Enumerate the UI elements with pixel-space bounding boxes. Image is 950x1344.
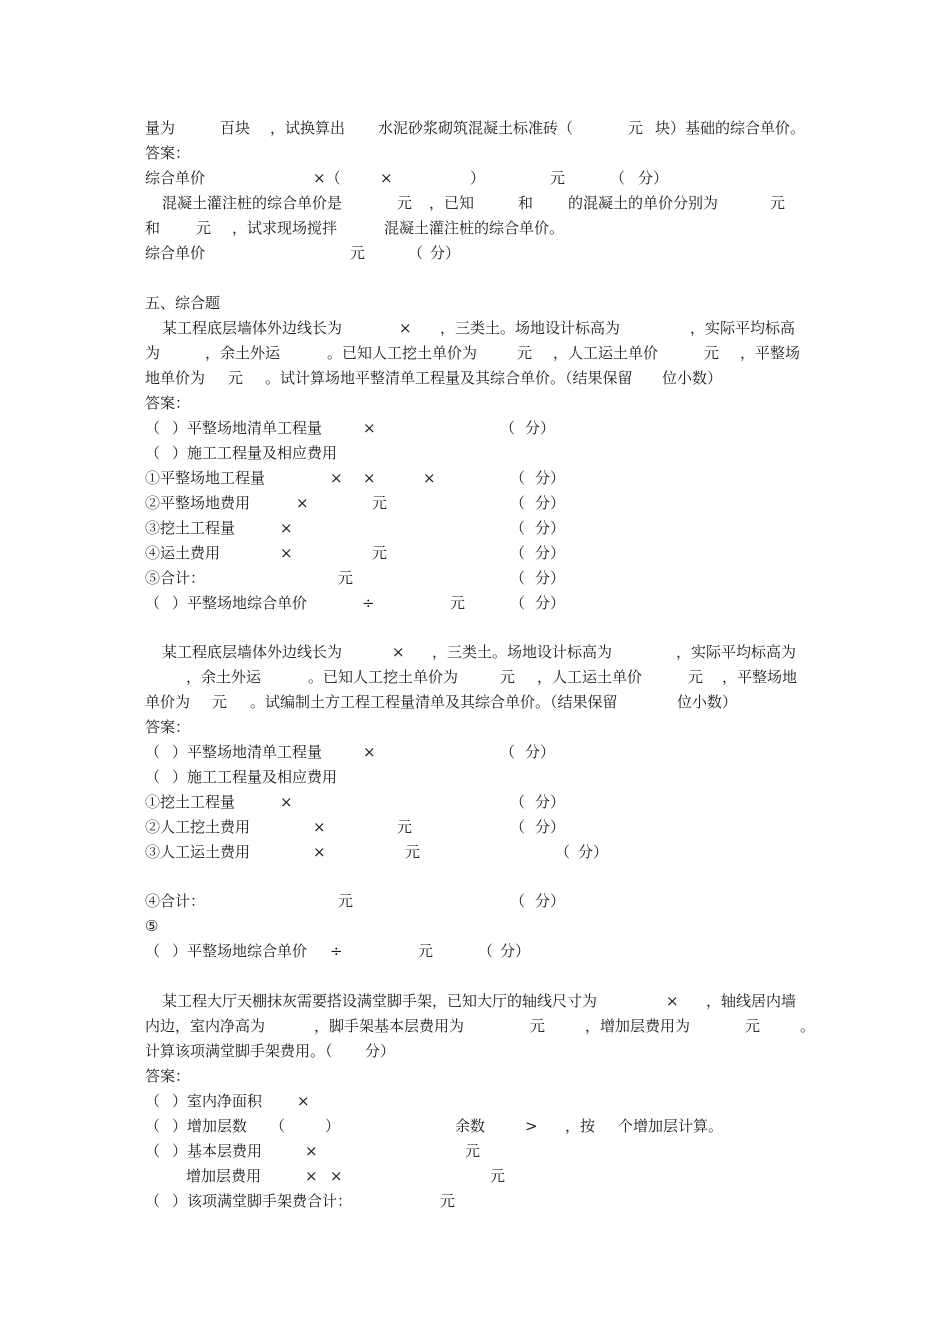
text-fragment: 元: [418, 942, 434, 960]
text-line: [0, 1014, 950, 1039]
text-fragment: ，试换算出: [270, 119, 346, 137]
text-fragment: ×: [380, 169, 393, 187]
text-fragment: ）室内净面积: [172, 1092, 263, 1110]
text-line: [0, 191, 950, 216]
text-fragment: ×: [280, 793, 293, 811]
text-fragment: 答案：: [145, 1067, 191, 1085]
text-line: [0, 316, 950, 341]
text-fragment: 答案：: [145, 144, 191, 162]
text-line: [0, 989, 950, 1014]
text-fragment: ，脚手架基本层费用为: [314, 1017, 465, 1035]
text-fragment: 位小数）: [662, 369, 723, 387]
text-fragment: ①平整场地工程量: [145, 469, 266, 487]
text-line: [0, 815, 950, 840]
text-fragment: 内边，室内净高为: [145, 1017, 266, 1035]
text-fragment: 元: [490, 1167, 506, 1185]
text-fragment: 和: [145, 219, 161, 237]
text-fragment: ）增加层数: [172, 1117, 248, 1135]
text-fragment: （: [145, 1142, 161, 1160]
text-fragment: ，实际平均标高为: [676, 643, 797, 661]
text-fragment: 元: [517, 344, 533, 362]
text-fragment: 分）: [535, 569, 566, 587]
text-fragment: 块）基础的综合单价。: [655, 119, 806, 137]
text-fragment: （: [510, 569, 526, 587]
text-line: [0, 416, 950, 441]
text-fragment: （: [145, 743, 161, 761]
text-line: [0, 566, 950, 591]
text-fragment: ，平整场地: [722, 668, 798, 686]
text-fragment: 元: [405, 843, 421, 861]
text-line: [0, 640, 950, 665]
text-line: [0, 1089, 950, 1114]
text-fragment: 为: [145, 344, 161, 362]
text-fragment: ③人工运土费用: [145, 843, 251, 861]
text-fragment: 五、综合题: [145, 294, 221, 312]
text-fragment: ，试求现场搅拌: [232, 219, 338, 237]
text-fragment: ）平整场地清单工程量: [172, 743, 323, 761]
text-fragment: ×: [297, 1092, 310, 1110]
text-fragment: 分）: [578, 843, 609, 861]
text-fragment: （: [510, 818, 526, 836]
text-fragment: ③挖土工程量: [145, 519, 236, 537]
text-line: [0, 216, 950, 241]
text-fragment: （: [500, 743, 516, 761]
text-fragment: ×: [313, 843, 326, 861]
text-fragment: ×: [305, 1142, 318, 1160]
text-fragment: 元: [228, 369, 244, 387]
text-fragment: 。试计算场地平整清单工程量及其综合单价。（结果保留: [265, 369, 633, 387]
text-line: [0, 341, 950, 366]
text-fragment: 。试编制土方工程工程量清单及其综合单价。（结果保留: [250, 693, 618, 711]
text-fragment: 元: [350, 244, 366, 262]
text-fragment: （: [145, 942, 161, 960]
text-fragment: 。已知人工挖土单价为: [308, 668, 459, 686]
text-fragment: 元: [465, 1142, 481, 1160]
text-line: [0, 116, 950, 141]
text-fragment: ，人工运土单价: [537, 668, 643, 686]
text-fragment: （: [610, 169, 626, 187]
text-fragment: 分）: [535, 594, 566, 612]
text-fragment: ×: [666, 992, 679, 1010]
text-fragment: 分）: [500, 942, 531, 960]
text-fragment: ，三类土。场地设计标高为: [432, 643, 613, 661]
text-line: [0, 291, 950, 316]
text-fragment: （: [145, 1092, 161, 1110]
text-fragment: 分）: [535, 818, 566, 836]
text-fragment: 元: [628, 119, 644, 137]
text-fragment: ④运土费用: [145, 544, 221, 562]
text-fragment: 水泥砂浆砌筑混凝土标准砖（: [378, 119, 574, 137]
text-fragment: （: [500, 419, 516, 437]
text-fragment: ，增加层费用为: [585, 1017, 691, 1035]
text-fragment: （: [510, 892, 526, 910]
text-fragment: 元: [440, 1192, 456, 1210]
text-fragment: 元: [500, 668, 516, 686]
text-fragment: 混凝土灌注桩的综合单价是: [162, 194, 343, 212]
text-fragment: ②人工挖土费用: [145, 818, 251, 836]
text-fragment: 某工程底层墙体外边线长为: [162, 643, 343, 661]
text-fragment: 位小数）: [677, 693, 738, 711]
text-line: [0, 516, 950, 541]
text-fragment: ×: [363, 419, 376, 437]
text-line: [0, 665, 950, 690]
text-fragment: ）平整场地综合单价: [172, 594, 308, 612]
text-line: [0, 1064, 950, 1089]
text-fragment: 元: [397, 818, 413, 836]
text-fragment: ×: [296, 494, 309, 512]
text-fragment: 分）: [638, 169, 669, 187]
text-line: [0, 1189, 950, 1214]
text-line: [0, 765, 950, 790]
text-fragment: ⑤合计：: [145, 569, 206, 587]
text-fragment: 地单价为: [145, 369, 206, 387]
text-fragment: ×: [280, 519, 293, 537]
text-line: [0, 840, 950, 865]
text-fragment: 的混凝土的单价分别为: [568, 194, 719, 212]
text-fragment: （: [145, 1192, 161, 1210]
text-fragment: 元: [530, 1017, 546, 1035]
text-line: [0, 441, 950, 466]
text-fragment: ）基本层费用: [172, 1142, 263, 1160]
text-fragment: 答案：: [145, 394, 191, 412]
text-fragment: ，余土外运: [205, 344, 281, 362]
text-line: [0, 914, 950, 939]
text-fragment: 余数: [455, 1117, 486, 1135]
text-fragment: ×: [313, 818, 326, 836]
text-fragment: ，实际平均标高: [690, 319, 796, 337]
text-fragment: ①挖土工程量: [145, 793, 236, 811]
text-line: [0, 939, 950, 964]
text-fragment: （: [145, 594, 161, 612]
text-line: [0, 715, 950, 740]
text-fragment: 综合单价: [145, 169, 206, 187]
text-fragment: ）该项满堂脚手架费合计：: [172, 1192, 353, 1210]
text-fragment: ×: [280, 544, 293, 562]
text-fragment: 分）: [535, 793, 566, 811]
text-fragment: 百块: [220, 119, 251, 137]
text-fragment: 分）: [525, 743, 556, 761]
text-fragment: ②平整场地费用: [145, 494, 251, 512]
text-fragment: 分）: [525, 419, 556, 437]
text-fragment: ×（: [313, 169, 341, 187]
text-fragment: ，按: [565, 1117, 596, 1135]
text-fragment: 单价为: [145, 693, 191, 711]
text-fragment: 增加层费用: [186, 1167, 262, 1185]
text-line: [0, 1164, 950, 1189]
text-fragment: ×: [330, 469, 343, 487]
text-fragment: 元: [196, 219, 212, 237]
text-fragment: ÷: [330, 942, 343, 960]
text-fragment: （: [145, 768, 161, 786]
text-fragment: （: [270, 1117, 286, 1135]
text-fragment: 分）: [365, 1042, 396, 1060]
text-line: [0, 466, 950, 491]
text-fragment: （: [510, 793, 526, 811]
text-fragment: ，人工运土单价: [553, 344, 659, 362]
text-line: [0, 690, 950, 715]
text-fragment: 元: [372, 544, 388, 562]
text-fragment: （: [555, 843, 571, 861]
text-fragment: 。已知人工挖土单价为: [327, 344, 478, 362]
text-fragment: ×: [305, 1167, 318, 1185]
text-fragment: ）平整场地综合单价: [172, 942, 308, 960]
text-fragment: （: [510, 519, 526, 537]
text-line: [0, 366, 950, 391]
text-fragment: （: [145, 1117, 161, 1135]
text-fragment: （: [145, 419, 161, 437]
text-fragment: （: [145, 444, 161, 462]
text-fragment: （: [478, 942, 494, 960]
text-fragment: ）施工工程量及相应费用: [172, 768, 338, 786]
text-fragment: ⑤: [145, 917, 159, 935]
text-fragment: ，已知: [429, 194, 475, 212]
text-fragment: 综合单价: [145, 244, 206, 262]
text-fragment: 某工程大厅天棚抹灰需要搭设满堂脚手架，已知大厅的轴线尺寸为: [162, 992, 598, 1010]
text-fragment: 分）: [535, 892, 566, 910]
text-line: [0, 1139, 950, 1164]
text-fragment: ×: [363, 469, 376, 487]
text-line: [0, 1039, 950, 1064]
text-fragment: （: [408, 244, 424, 262]
text-fragment: ×: [392, 643, 405, 661]
text-fragment: >: [525, 1117, 538, 1135]
text-fragment: （: [510, 594, 526, 612]
text-fragment: ×: [330, 1167, 343, 1185]
text-fragment: （: [510, 469, 526, 487]
text-line: [0, 591, 950, 616]
text-fragment: 分）: [535, 469, 566, 487]
text-line: [0, 241, 950, 266]
text-fragment: ×: [423, 469, 436, 487]
text-fragment: 元: [338, 569, 354, 587]
text-fragment: 元: [550, 169, 566, 187]
text-fragment: 元: [770, 194, 786, 212]
text-fragment: ，余土外运: [186, 668, 262, 686]
text-fragment: 计算该项满堂脚手架费用。（: [145, 1042, 333, 1060]
text-line: [0, 391, 950, 416]
text-fragment: ）: [325, 1117, 341, 1135]
text-line: [0, 740, 950, 765]
text-fragment: 混凝土灌注桩的综合单价。: [384, 219, 565, 237]
text-fragment: 元: [372, 494, 388, 512]
text-fragment: ）施工工程量及相应费用: [172, 444, 338, 462]
text-fragment: 元: [338, 892, 354, 910]
text-line: [0, 491, 950, 516]
text-fragment: 元: [688, 668, 704, 686]
text-line: [0, 889, 950, 914]
text-fragment: ×: [363, 743, 376, 761]
text-fragment: 元: [745, 1017, 761, 1035]
text-fragment: ，平整场: [740, 344, 801, 362]
text-fragment: 元: [397, 194, 413, 212]
text-fragment: ）平整场地清单工程量: [172, 419, 323, 437]
text-fragment: 分）: [535, 544, 566, 562]
text-fragment: ，三类土。场地设计标高为: [440, 319, 621, 337]
text-fragment: 分）: [535, 519, 566, 537]
text-fragment: ）: [470, 169, 486, 187]
text-line: [0, 166, 950, 191]
text-fragment: ④合计：: [145, 892, 206, 910]
text-fragment: 分）: [535, 494, 566, 512]
text-line: [0, 1114, 950, 1139]
text-fragment: 分）: [430, 244, 461, 262]
text-fragment: ×: [399, 319, 412, 337]
text-fragment: 和: [518, 194, 534, 212]
text-fragment: ÷: [362, 594, 375, 612]
text-fragment: 元: [450, 594, 466, 612]
text-fragment: （: [510, 494, 526, 512]
text-fragment: 某工程底层墙体外边线长为: [162, 319, 343, 337]
text-fragment: ，轴线居内墙: [706, 992, 797, 1010]
text-line: [0, 790, 950, 815]
text-fragment: 量为: [145, 119, 176, 137]
text-fragment: （: [510, 544, 526, 562]
text-fragment: 。: [800, 1017, 816, 1035]
text-fragment: 个增加层计算。: [618, 1117, 724, 1135]
text-line: [0, 141, 950, 166]
text-fragment: 元: [704, 344, 720, 362]
text-fragment: 答案：: [145, 718, 191, 736]
text-fragment: 元: [212, 693, 228, 711]
text-line: [0, 541, 950, 566]
